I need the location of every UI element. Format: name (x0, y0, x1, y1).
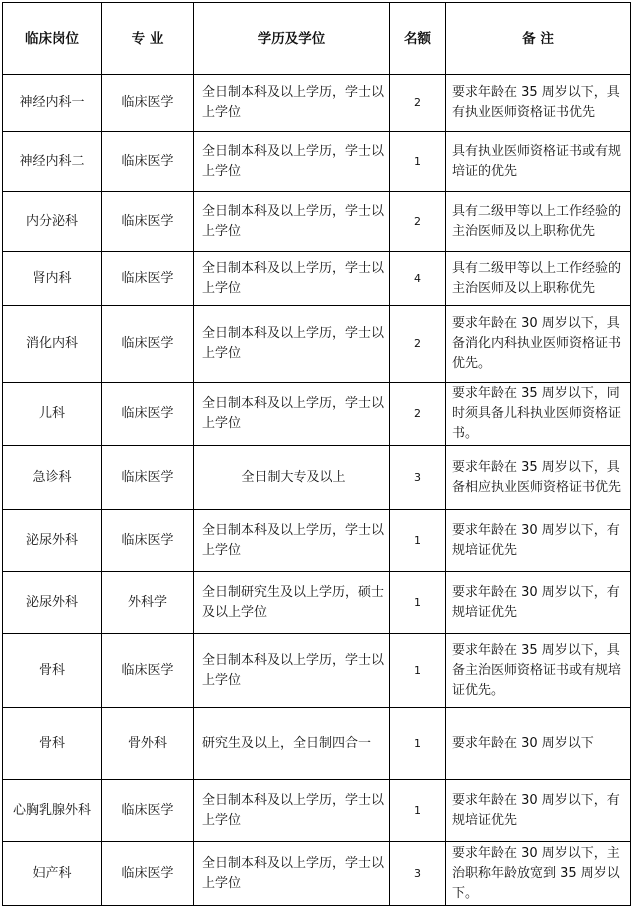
cell-education: 研究生及以上，全日制四合一 (194, 708, 390, 780)
cell-post: 神经内科一 (3, 75, 102, 132)
cell-note: 要求年龄在 30 周岁以下，主治职称年龄放宽到 35 周岁以下。 (446, 842, 631, 906)
cell-count: 1 (390, 132, 446, 192)
table-row (3, 780, 631, 842)
cell-count: 2 (390, 75, 446, 132)
cell-count: 2 (390, 306, 446, 383)
header-note: 备 注 (446, 3, 631, 75)
cell-education: 全日制本科及以上学历，学士以上学位 (194, 132, 390, 192)
cell-note: 要求年龄在 30 周岁以下，具备消化内科执业医师资格证书优先。 (446, 306, 631, 383)
cell-note: 要求年龄在 30 周岁以下，有规培证优先 (446, 572, 631, 634)
cell-post: 骨科 (3, 708, 102, 780)
cell-note: 具有二级甲等以上工作经验的主治医师及以上职称优先 (446, 192, 631, 252)
cell-post: 泌尿外科 (3, 510, 102, 572)
cell-major: 临床医学 (102, 75, 194, 132)
cell-count: 2 (390, 192, 446, 252)
cell-major: 临床医学 (102, 510, 194, 572)
table-row (3, 634, 631, 708)
table-row (3, 132, 631, 192)
cell-count: 1 (390, 634, 446, 708)
table-row (3, 572, 631, 634)
cell-major: 临床医学 (102, 780, 194, 842)
cell-education: 全日制研究生及以上学历，硕士及以上学位 (194, 572, 390, 634)
cell-major: 外科学 (102, 572, 194, 634)
cell-count: 1 (390, 510, 446, 572)
table-row (3, 708, 631, 780)
cell-note: 要求年龄在 30 周岁以下，有规培证优先 (446, 510, 631, 572)
cell-note: 要求年龄在 35 周岁以下，具有执业医师资格证书优先 (446, 75, 631, 132)
cell-major: 临床医学 (102, 446, 194, 510)
cell-education: 全日制本科及以上学历，学士以上学位 (194, 306, 390, 383)
cell-post: 急诊科 (3, 446, 102, 510)
cell-post: 泌尿外科 (3, 572, 102, 634)
cell-note: 具有执业医师资格证书或有规培证的优先 (446, 132, 631, 192)
cell-count: 2 (390, 383, 446, 446)
cell-major: 临床医学 (102, 132, 194, 192)
cell-major: 临床医学 (102, 252, 194, 306)
cell-education: 全日制本科及以上学历，学士以上学位 (194, 383, 390, 446)
cell-count: 3 (390, 446, 446, 510)
cell-count: 1 (390, 572, 446, 634)
cell-post: 神经内科二 (3, 132, 102, 192)
table-row (3, 383, 631, 446)
cell-major: 临床医学 (102, 383, 194, 446)
table-row (3, 75, 631, 132)
cell-education: 全日制本科及以上学历，学士以上学位 (194, 842, 390, 906)
cell-major: 临床医学 (102, 842, 194, 906)
cell-note: 要求年龄在 30 周岁以下 (446, 708, 631, 780)
table-row (3, 306, 631, 383)
cell-education: 全日制本科及以上学历，学士以上学位 (194, 780, 390, 842)
table-row (3, 192, 631, 252)
table-row (3, 252, 631, 306)
cell-major: 临床医学 (102, 634, 194, 708)
cell-count: 4 (390, 252, 446, 306)
cell-note: 要求年龄在 30 周岁以下，有规培证优先 (446, 780, 631, 842)
cell-note: 要求年龄在 35 周岁以下，同时须具备儿科执业医师资格证书。 (446, 383, 631, 446)
table-row (3, 842, 631, 906)
cell-count: 1 (390, 708, 446, 780)
cell-count: 3 (390, 842, 446, 906)
cell-major: 骨外科 (102, 708, 194, 780)
cell-major: 临床医学 (102, 306, 194, 383)
cell-note: 要求年龄在 35 周岁以下，具备相应执业医师资格证书优先 (446, 446, 631, 510)
table-row (3, 510, 631, 572)
cell-education: 全日制本科及以上学历，学士以上学位 (194, 634, 390, 708)
cell-major: 临床医学 (102, 192, 194, 252)
cell-education: 全日制本科及以上学历，学士以上学位 (194, 510, 390, 572)
cell-post: 消化内科 (3, 306, 102, 383)
header-post: 临床岗位 (3, 3, 102, 75)
cell-note: 具有二级甲等以上工作经验的主治医师及以上职称优先 (446, 252, 631, 306)
cell-post: 心胸乳腺外科 (3, 780, 102, 842)
cell-education: 全日制本科及以上学历，学士以上学位 (194, 252, 390, 306)
cell-count: 1 (390, 780, 446, 842)
header-education: 学历及学位 (194, 3, 390, 75)
cell-post: 肾内科 (3, 252, 102, 306)
table-row (3, 446, 631, 510)
cell-post: 儿科 (3, 383, 102, 446)
cell-post: 妇产科 (3, 842, 102, 906)
cell-post: 骨科 (3, 634, 102, 708)
cell-education: 全日制本科及以上学历，学士以上学位 (194, 75, 390, 132)
header-major: 专 业 (102, 3, 194, 75)
header-count: 名额 (390, 3, 446, 75)
cell-education: 全日制大专及以上 (194, 446, 390, 510)
recruitment-table (2, 2, 631, 906)
cell-post: 内分泌科 (3, 192, 102, 252)
header-row (3, 3, 631, 75)
cell-note: 要求年龄在 35 周岁以下，具备主治医师资格证书或有规培证优先。 (446, 634, 631, 708)
cell-education: 全日制本科及以上学历，学士以上学位 (194, 192, 390, 252)
